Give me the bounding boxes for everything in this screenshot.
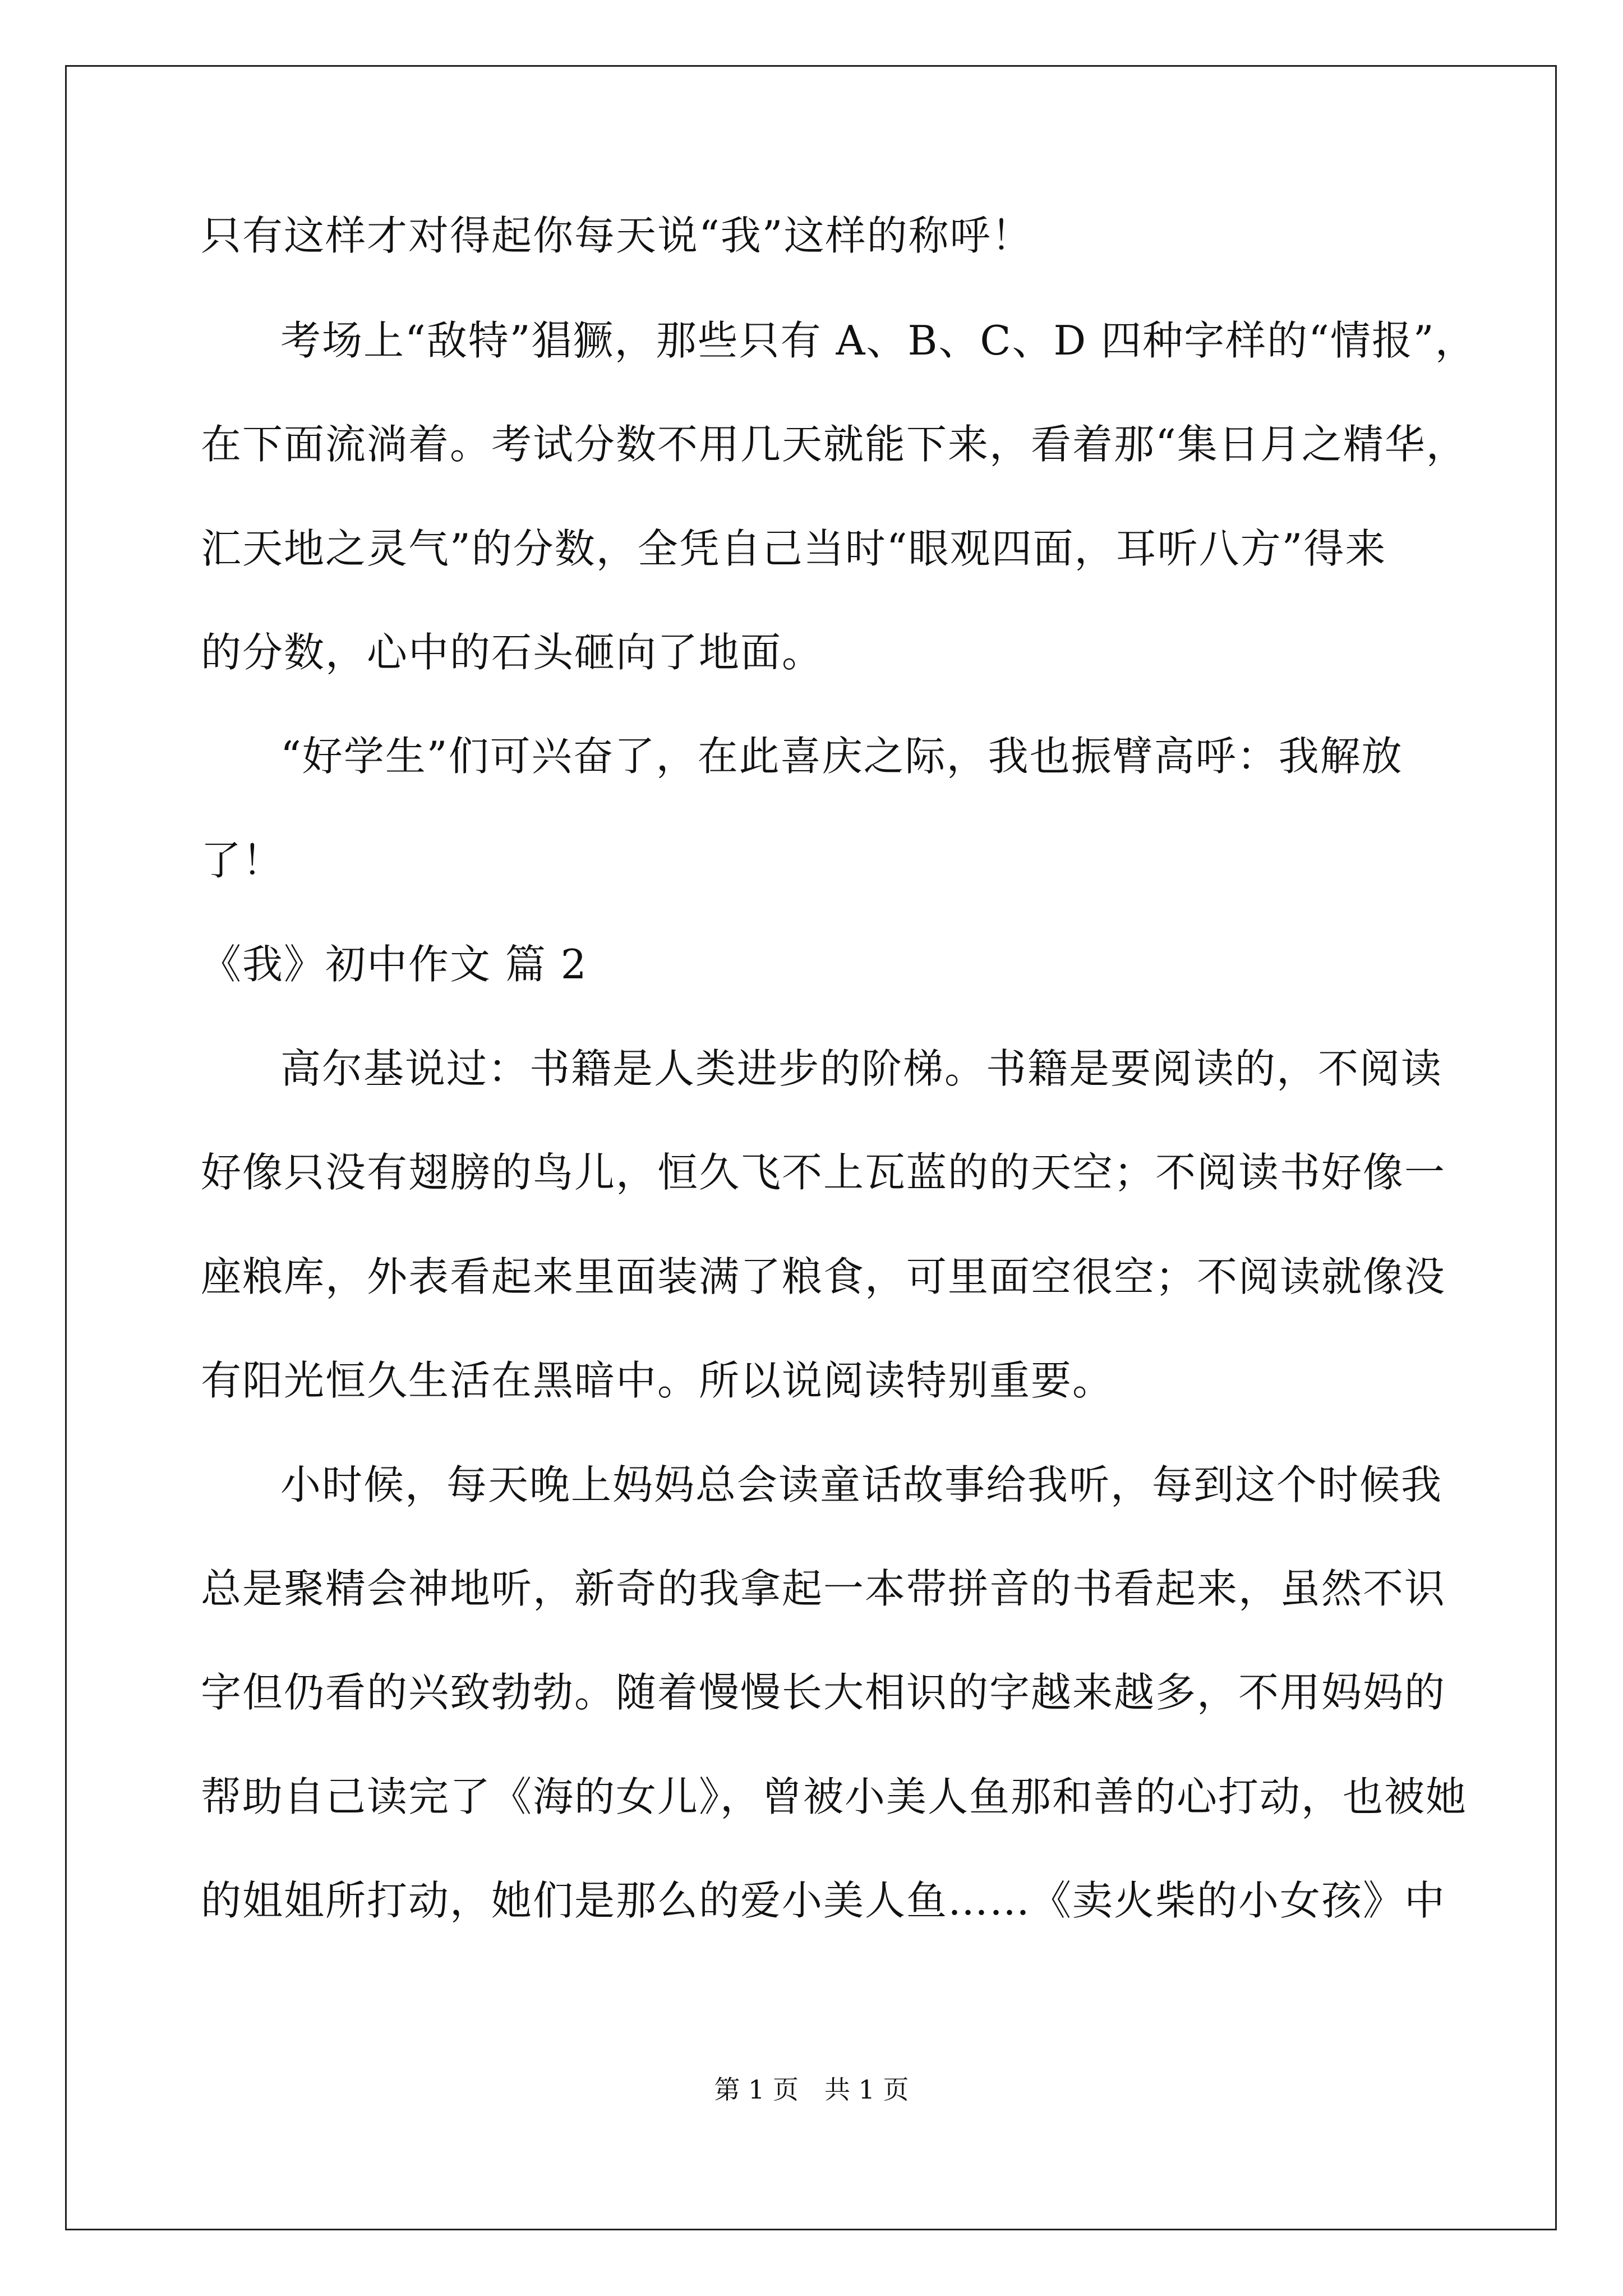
page-number-footer: 第 1 页 共 1 页 [714,2074,909,2105]
text-line-1: 只有这样才对得起你每天说“我”这样的称呼！ [201,212,1033,259]
text-line-17: 的姐姐所打动，她们是那么的爱小美人鱼……《卖火柴的小女孩》中 [201,1877,1446,1924]
paragraph-start: “好学生”们可兴奋了，在此喜庆之际，我也振臂高呼：我解放 [280,733,1403,780]
paragraph-start: 小时候，每天晚上妈妈总会读童话故事给我听，每到这个时候我 [280,1461,1443,1508]
text-line-11: 座粮库，外表看起来里面装满了粮食，可里面空很空；不阅读就像没 [201,1253,1446,1300]
text-line-5: 的分数，心中的石头砸向了地面。 [201,629,824,676]
text-line-4: 汇天地之灵气”的分数，全凭自己当时“眼观四面，耳听八方”得来 [201,525,1387,572]
text-line-12: 有阳光恒久生活在黑暗中。所以说阅读特别重要。 [201,1357,1114,1404]
text-line-3: 在下面流淌着。考试分数不用几天就能下来，看着那“集日月之精华， [201,421,1468,468]
text-line-10: 好像只没有翅膀的鸟儿，恒久飞不上瓦蓝的的天空；不阅读书好像一 [201,1149,1446,1196]
text-line-7: 了！ [201,837,284,884]
text-line-15: 字但仍看的兴致勃勃。随着慢慢长大相识的字越来越多，不用妈妈的 [201,1669,1446,1716]
paragraph-start: 高尔基说过：书籍是人类进步的阶梯。书籍是要阅读的，不阅读 [280,1045,1443,1092]
text-line-16: 帮助自己读完了《海的女儿》，曾被小美人鱼那和善的心打动，也被她 [201,1773,1468,1820]
paragraph-start: 考场上“敌特”猖獗，那些只有 A、B、C、D 四种字样的“情报”， [280,317,1477,364]
text-line-14: 总是聚精会神地听，新奇的我拿起一本带拼音的书看起来，虽然不识 [201,1565,1446,1612]
section-heading: 《我》初中作文 篇 2 [201,941,588,988]
